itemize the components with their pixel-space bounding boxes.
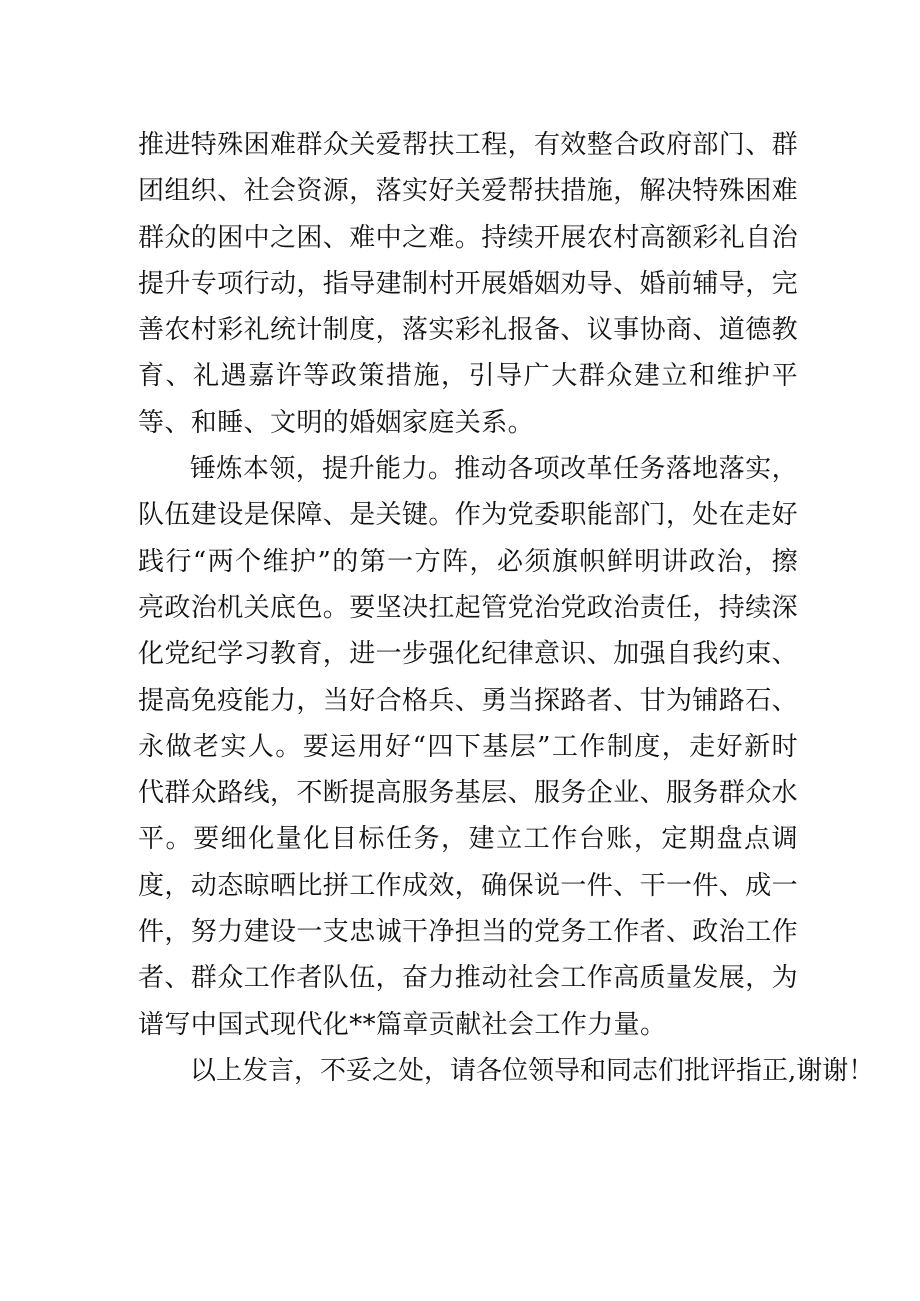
- paragraph-closing-remarks: 以上发言，不妥之处，请各位领导和同志们批评指正,谢谢！: [190, 1055, 875, 1086]
- document-body: [138, 122, 875, 1094]
- paragraph-care-assistance: 推进特殊困难群众关爱帮扶工程，有效整合政府部门、群团组织、社会资源，落实好关爱帮扶措施，解决特殊困难群众的困中之困、难中之难。持续开展农村高额彩礼自治提升专项行动，指导建制村开展婚姻劝导、婚前辅导，完善农村彩礼统计制度，落实彩礼报备、议事协商、道德教育、礼遇嘉许等政策措施，引导广大群众建立和维护平等、和睡、文明的婚姻家庭关系。: [138, 130, 799, 438]
- paragraph-capability-building: 锤炼本领，提升能力。推动各项改革任务落地落实，队伍建设是保障、是关键。作为党委职能部门，处在走好践行“两个维护”的第一方阵，必须旗帜鲜明讲政治，擦亮政治机关底色。要坚决扛起管党治党政治责任，持续深化党纪学习教育，进一步强化纪律意识、加强自我约束、提高免疫能力，当好合格兵、勇当探路者、甘为铺路石、永做老实人。要运用好“四下基层”工作制度，走好新时代群众路线，不断提高服务基层、服务企业、服务群众水平。要细化量化目标任务，建立工作台账，定期盘点调度，动态晾晒比拼工作成效，确保说一件、干一件、成一件，努力建设一支忠诚干净担当的党务工作者、政治工作者、群众工作者队伍，奋力推动社会工作高质量发展，为谱写中国式现代化**篇章贡献社会工作力量。: [138, 454, 799, 1040]
